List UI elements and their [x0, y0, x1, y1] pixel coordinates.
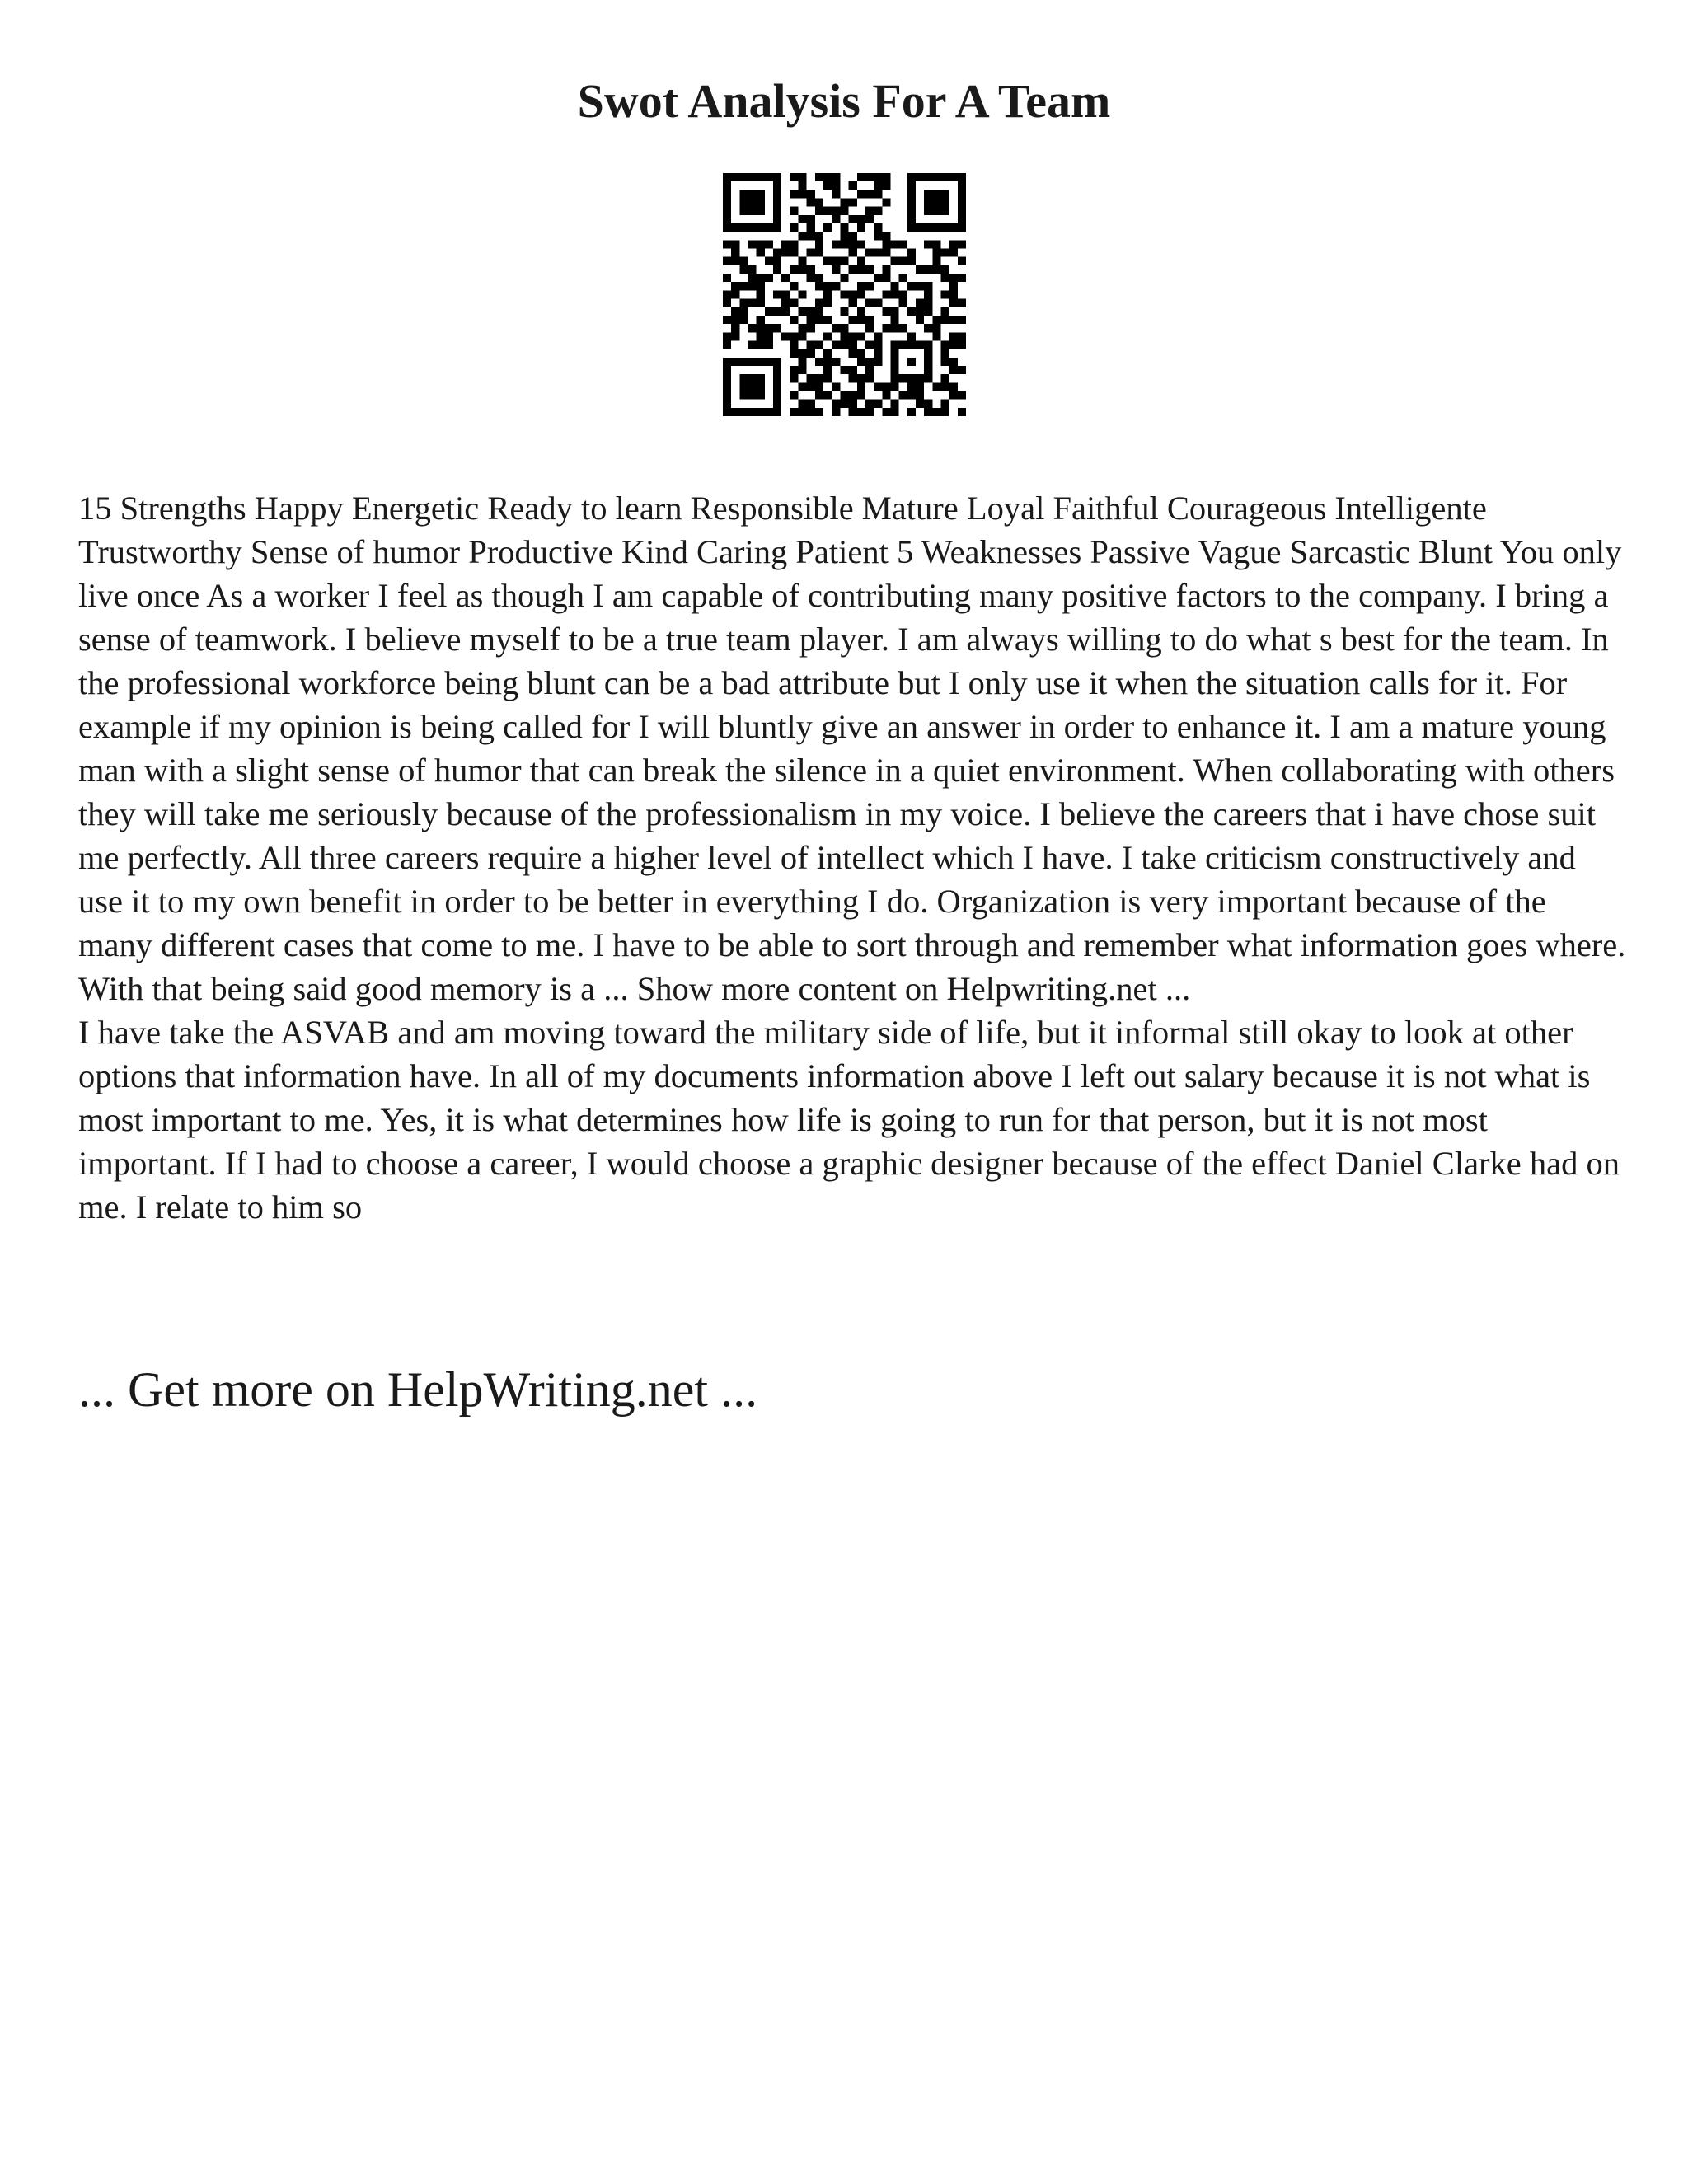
get-more-link[interactable]: ... Get more on HelpWriting.net ...	[78, 1362, 758, 1417]
page-title: Swot Analysis For A Team	[577, 73, 1111, 128]
body-paragraph: I have take the ASVAB and am moving toward the military side of life, but it informal still okay to look at other options that information have. In all of my documents information above I left out salary because it is not what is most important to me. Yes, it is what determines how life is going to run for that person, but it is not most important. If I had to choose a career, I would choose a graphic designer because of the effect Daniel Clarke had on me. I relate to him so	[78, 1014, 1620, 1226]
body-paragraph: 15 Strengths Happy Energetic Ready to learn Responsible Mature Loyal Faithful Courageous Intelligente Trustworthy Sense of humor Productive Kind Caring Patient 5 Weaknesses Passive Vague Sarcastic Blunt You only live once As a worker I feel as though I am capable of contributing many positive factors to the company. I bring a sense of teamwork. I believe myself to be a true team player. I am always willing to do what s best for the team. In the professional workforce being blunt can be a bad attribute but I only use it when the situation calls for it. For example if my opinion is being called for I will bluntly give an answer in order to enhance it. I am a mature young man with a slight sense of humor that can break the silence in a quiet environment. When collaborating with others they will take me seriously because of the professionalism in my voice. I believe the careers that i have chose suit me perfectly. All three careers require a higher level of intellect which I have. I take criticism constructively and use it to my own benefit in order to be better in everything I do. Organization is very important because of the many different cases that come to me. I have to be able to sort through and remember what information goes where. With that being said good memory is a ... Show more content on Helpwriting.net ...	[78, 490, 1626, 1007]
article-body	[78, 486, 1628, 1229]
qr-code-icon	[723, 173, 966, 416]
